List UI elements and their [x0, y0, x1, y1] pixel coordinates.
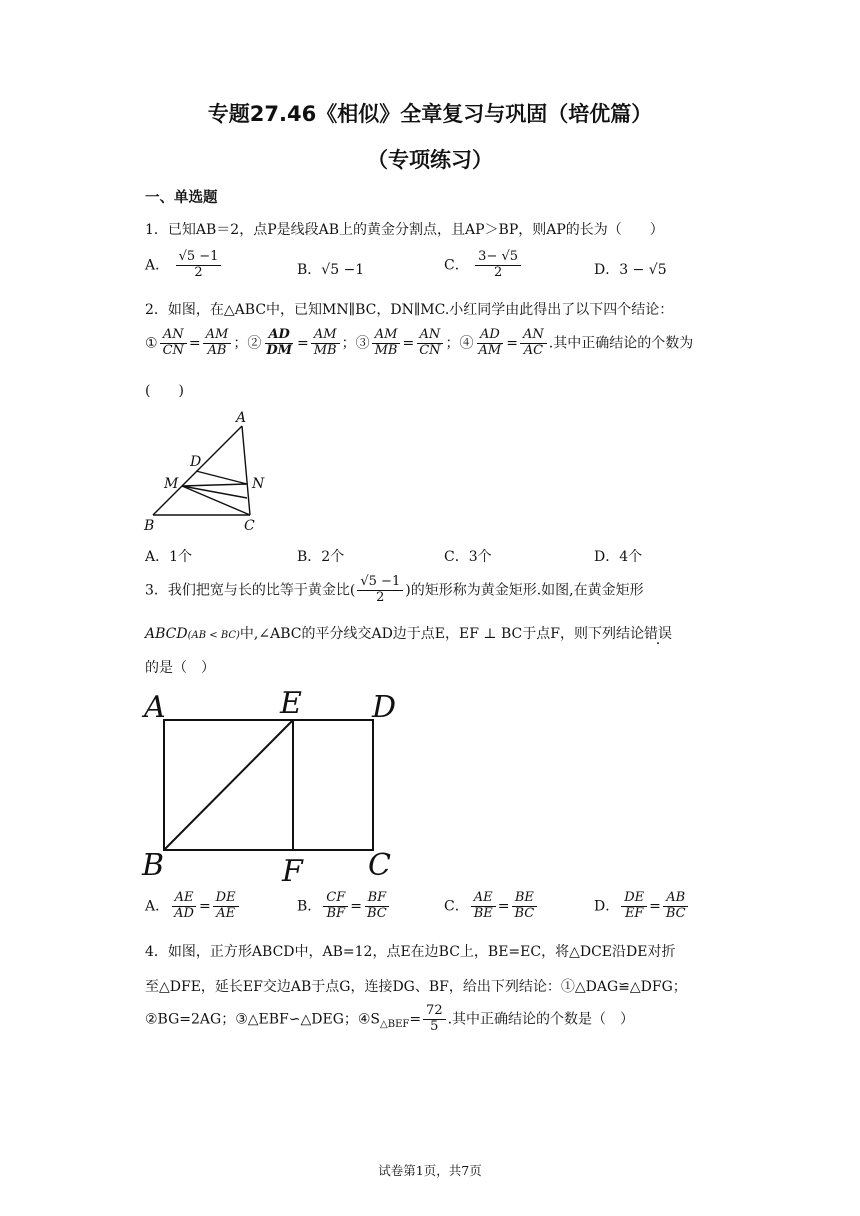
fraction-denominator: MB	[374, 342, 398, 358]
label-n: N	[252, 476, 265, 492]
q1-option-c[interactable]	[444, 250, 523, 281]
q1-option-c-numerator: 3− √5	[475, 250, 521, 266]
fraction-denominator: AC	[523, 342, 544, 358]
section-heading: 一、单选题	[145, 190, 218, 206]
emphasis-wrong: 错误	[643, 626, 672, 642]
q3-option-a-label: A．	[145, 898, 170, 915]
conclusion-2-mark: ②	[247, 335, 262, 352]
q3-option-a[interactable]: A． $\frac{AE}{AD}$ = $\frac{DE}{AE}$	[145, 891, 241, 922]
q1-option-a-numerator: √5 −1	[176, 250, 222, 266]
label-c: C	[368, 848, 391, 883]
label-m: M	[164, 476, 179, 492]
q3-option-d-left	[621, 891, 647, 922]
segment-mn	[182, 484, 247, 486]
conclusion-4-mark: ④	[459, 335, 474, 352]
conclusion-1-right-fraction	[203, 328, 232, 359]
fraction-denominator: CN	[162, 342, 184, 358]
question-4-line-1: 4．如图，正方形ABCD中，AB=12，点E在边BC上，BE=EC，将△DCE沿DE对折	[145, 944, 676, 960]
q2-option-a[interactable]: A．1个	[145, 549, 193, 565]
rectangle-condition: (AB < BC)	[187, 630, 240, 641]
side-ac	[242, 426, 250, 515]
fraction-denominator: BC	[665, 905, 686, 921]
fraction-numerator: √5 −1	[357, 575, 403, 591]
fraction-denominator: AE	[216, 905, 236, 921]
page-title: 专题27.46《相似》全章复习与巩固（培优篇）	[207, 102, 653, 126]
segment-inner	[182, 486, 247, 498]
question-4-line-3	[145, 1004, 634, 1035]
q4-line-3-post: .其中正确结论的个数是（ ）	[447, 1011, 635, 1028]
conclusion-4-left-fraction	[476, 328, 505, 359]
label-a: A	[144, 690, 166, 725]
q3-option-a-left	[171, 891, 197, 922]
q1-option-b[interactable]	[297, 259, 364, 279]
fraction-numerator: AE	[172, 891, 197, 907]
q2-triangle-figure	[140, 408, 270, 534]
fraction-numerator: 72	[423, 1004, 446, 1020]
fraction-denominator: DM	[266, 342, 292, 358]
q1-option-b-value: √5 −1	[321, 262, 365, 278]
conclusion-2-left-fraction	[263, 328, 295, 359]
question-4-line-2: 至△DFE，延长EF交边AB于点G，连接DG、BF，给出下列结论：①△DAG≌△DFG；	[145, 979, 687, 995]
conclusion-1-mark: ①	[145, 335, 158, 352]
q1-option-d[interactable]	[594, 259, 667, 279]
label-d: D	[190, 454, 202, 470]
q3-option-c-label: C．	[444, 898, 469, 915]
q3-golden-rectangle-figure	[140, 685, 410, 885]
q1-option-a-label: A．	[145, 257, 170, 274]
conclusion-3-right-fraction	[416, 328, 443, 359]
q1-option-a[interactable]	[145, 250, 223, 281]
equals-sign: =	[409, 1011, 422, 1028]
fraction-numerator: AN	[160, 328, 187, 344]
fraction-numerator: DE	[621, 891, 647, 907]
fraction-numerator: CF	[323, 891, 348, 907]
fraction-denominator: AD	[174, 905, 194, 921]
conclusion-3-left-fraction	[372, 328, 401, 359]
fraction-numerator: AE	[471, 891, 496, 907]
label-b: B	[144, 518, 155, 534]
fraction-numerator: BF	[365, 891, 390, 907]
fraction-denominator: AM	[478, 342, 502, 358]
q2-option-b[interactable]: B．2个	[297, 549, 345, 565]
question-3-line-3: 的是（ ）	[145, 660, 215, 676]
area-subscript: △BEF	[380, 1019, 410, 1031]
fraction-numerator: BE	[512, 891, 537, 907]
label-a: A	[236, 410, 247, 426]
q1-option-c-fraction	[475, 250, 521, 281]
q3-stem-pre: 3．我们把宽与长的比等于黄金比(	[145, 582, 356, 599]
area-fraction	[423, 1004, 446, 1035]
q1-option-d-value: 3 − √5	[619, 262, 667, 278]
golden-ratio-fraction	[357, 575, 403, 606]
q3-option-d-right	[663, 891, 689, 922]
q3-option-c[interactable]: C． $\frac{AE}{BE}$ = $\frac{BE}{BC}$	[444, 891, 539, 922]
fraction-denominator: BC	[367, 905, 387, 921]
question-2-answer-paren: ( )	[145, 383, 184, 399]
q3-option-d[interactable]: D． $\frac{DE}{EF}$ = $\frac{AB}{BC}$	[594, 891, 691, 922]
q1-option-a-denominator: 2	[194, 264, 203, 280]
fraction-numerator: AM	[203, 328, 232, 344]
conclusion-1-left-fraction	[160, 328, 187, 359]
label-f: F	[282, 854, 303, 885]
q3-option-b-right	[364, 891, 390, 922]
q1-option-c-label: C．	[444, 257, 469, 274]
conclusion-2-right-fraction	[311, 328, 340, 359]
side-ab	[153, 426, 242, 515]
label-b: B	[142, 848, 165, 883]
q3-option-b-left	[323, 891, 348, 922]
label-e: E	[280, 686, 302, 721]
segment-be	[164, 720, 293, 850]
segment-dn	[196, 471, 247, 484]
segment-mc	[182, 486, 250, 515]
question-3-line-1	[145, 575, 644, 606]
conclusion-3-mark: ③	[355, 335, 370, 352]
q3-option-a-right	[213, 891, 239, 922]
q2-option-c[interactable]: C．3个	[444, 549, 492, 565]
fraction-numerator: AB	[663, 891, 688, 907]
question-2-conclusions: ① $\frac{AN}{CN}$ = $\frac{AM}{AB}$ ；② $\frac{AD}{DM}$ = $\frac{AM}{MB}$ ；③ $\frac{AM}{MB}$ = $\frac{AN}{CN}$ ；④ $\frac{AD}{AM}$ = $\frac{AN}{AC}$ .其中正确结论的个数为	[145, 327, 694, 358]
q3-stem-post: )的矩形称为黄金矩形.如图,在黄金矩形	[405, 582, 644, 599]
label-d: D	[372, 690, 397, 725]
label-c: C	[244, 518, 255, 534]
conclusion-4-right-fraction	[520, 328, 547, 359]
question-2-stem: 2．如图，在△ABC中，已知MN∥BC，DN∥MC.小红同学由此得出了以下四个结论：	[145, 302, 674, 318]
rectangle-abcd	[164, 720, 373, 850]
fraction-numerator: AM	[311, 328, 340, 344]
fraction-numerator: AN	[520, 328, 547, 344]
fraction-numerator: DE	[213, 891, 239, 907]
q1-option-c-denominator: 2	[493, 264, 503, 280]
fraction-denominator: CN	[419, 342, 441, 358]
fraction-numerator: AM	[372, 328, 401, 344]
question-3-line-2	[145, 623, 672, 643]
fraction-numerator: AN	[417, 328, 444, 344]
q1-option-a-fraction	[176, 250, 222, 281]
fraction-denominator: BF	[326, 905, 346, 921]
question-2-tail: .其中正确结论的个数为	[548, 335, 694, 352]
rectangle-name: ABCD	[145, 626, 188, 642]
q3-option-c-left	[471, 891, 496, 922]
fraction-denominator: EF	[624, 905, 644, 921]
q2-option-d[interactable]: D．4个	[594, 549, 643, 565]
fraction-denominator: AB	[207, 342, 227, 358]
q3-option-d-label: D．	[594, 898, 620, 915]
fraction-denominator: BC	[514, 905, 535, 921]
question-1-stem: 1．已知AB＝2，点P是线段AB上的黄金分割点，且AP＞BP，则AP的长为（ ）	[145, 222, 664, 238]
fraction-denominator: 2	[376, 589, 385, 605]
q1-option-d-label: D．	[594, 262, 620, 278]
page-subtitle: （专项练习）	[367, 148, 493, 172]
q1-option-b-label: B．	[297, 262, 322, 278]
fraction-numerator: AD	[477, 328, 503, 344]
fraction-numerator: AD	[265, 328, 292, 344]
q4-line-3-pre: ②BG=2AG；③△EBF∽△DEG；④S	[145, 1011, 381, 1028]
fraction-denominator: 5	[430, 1018, 439, 1034]
q3-option-b[interactable]: B． $\frac{CF}{BF}$ = $\frac{BF}{BC}$	[297, 891, 392, 922]
q3-line-2-text: 中,∠ABC的平分线交AD边于点E，EF ⊥ BC于点F，则下列结论	[239, 626, 644, 642]
q3-option-b-label: B．	[297, 898, 322, 915]
q3-option-c-right	[512, 891, 538, 922]
page-footer: 试卷第1页，共7页	[378, 1163, 482, 1178]
fraction-denominator: MB	[313, 342, 337, 358]
fraction-denominator: BE	[473, 905, 493, 921]
